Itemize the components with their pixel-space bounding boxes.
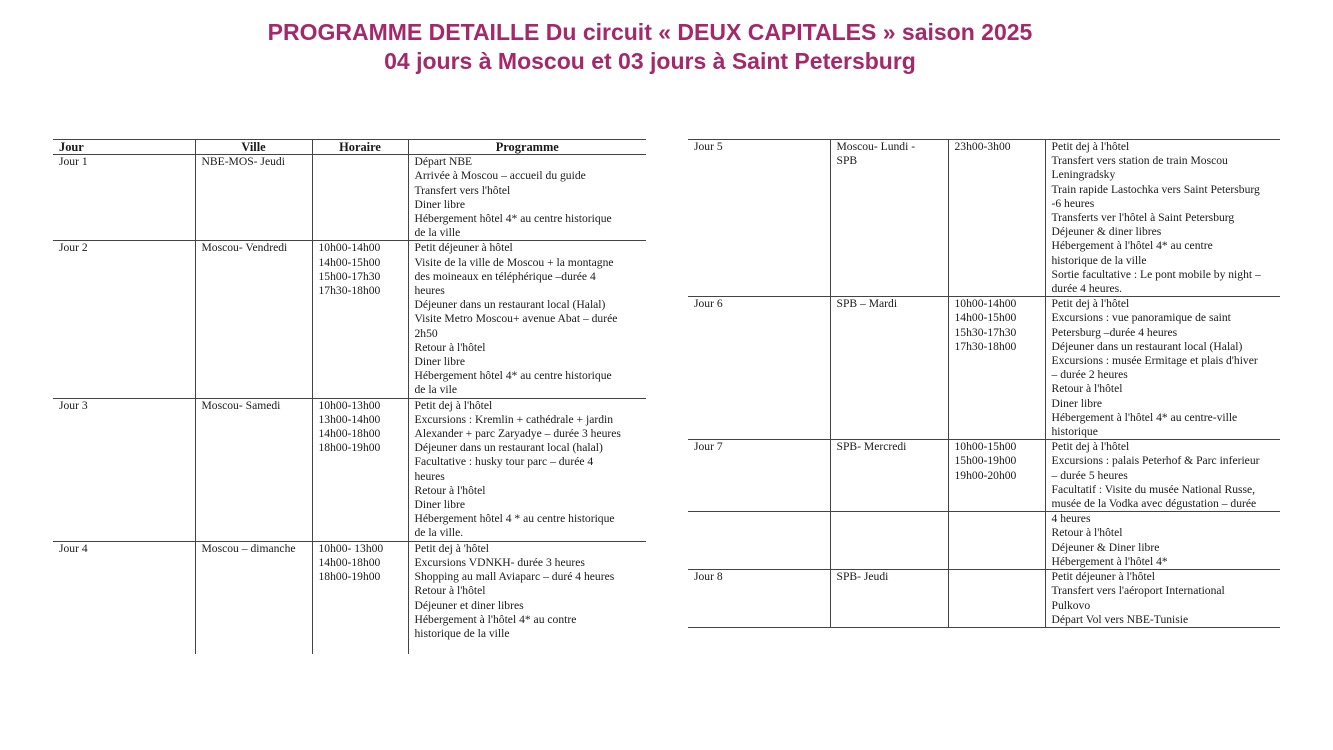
programme-line: Hébergement hôtel 4* au centre historique — [414, 212, 612, 226]
day-row — [53, 398, 646, 541]
schedule-times-cell — [312, 241, 408, 398]
schedule-times-line: 17h30-18h00 — [954, 339, 1017, 353]
city-line: Moscou- Lundi - — [836, 140, 916, 153]
programme-line: Petersburg –durée 4 heures — [1051, 325, 1178, 339]
programme-line: 4 heures — [1051, 512, 1091, 526]
programme-line: Petit dej à l'hôtel — [1051, 440, 1130, 454]
day-cell — [53, 398, 195, 541]
programme-line: musée de la Vodka avec dégustation – durée — [1051, 497, 1257, 511]
programme-line: Hébergement à l'hôtel 4* — [1051, 554, 1168, 568]
programme-line: Transferts ver l'hôtel à Saint Petersburg — [1051, 211, 1235, 225]
schedule-times-cell — [948, 440, 1045, 512]
day-label: Jour 3 — [59, 398, 88, 412]
programme-line: Hébergement à l'hôtel 4* au contre — [414, 612, 577, 626]
programme-line: Excursions : palais Peterhof & Parc inferieur — [1051, 454, 1260, 468]
programme-line: Arrivée à Moscou – accueil du guide — [414, 169, 586, 183]
schedule-times-cell — [312, 398, 408, 541]
programme-line: Déjeuner & Diner libre — [1051, 540, 1160, 554]
programme-line: Excursions : vue panoramique de saint — [1051, 311, 1231, 325]
programme-cell — [408, 241, 646, 398]
schedule-times-line: 13h00-14h00 — [318, 412, 381, 426]
programme-line: Hébergement à l'hôtel 4* au centre-ville — [1051, 410, 1238, 424]
programme-line: des moineaux en téléphérique –durée 4 — [414, 269, 596, 283]
programme-line: Diner libre — [414, 355, 466, 369]
schedule-times-cell — [312, 155, 408, 241]
programme-line: Leningradsky — [1051, 168, 1116, 182]
day-cell — [688, 140, 830, 297]
day-cell — [688, 512, 830, 570]
schedule-times-line: 10h00-13h00 — [318, 398, 381, 412]
programme-line: Retour à l'hôtel — [1051, 382, 1123, 396]
programme-line: heures — [414, 469, 445, 483]
city-line: SPB — [836, 154, 858, 168]
title-line-2: 04 jours à Moscou et 03 jours à Saint Petersburg — [384, 48, 916, 74]
schedule-times-cell — [948, 297, 1045, 440]
programme-line: Diner libre — [414, 498, 466, 512]
programme-line: Déjeuner & diner libres — [1051, 225, 1162, 239]
programme-line: -6 heures — [1051, 196, 1095, 210]
schedule-times-line: 10h00-14h00 — [954, 297, 1017, 311]
day-row — [688, 440, 1280, 512]
schedule-times-cell — [312, 541, 408, 654]
title-line-1: PROGRAMME DETAILLE Du circuit « DEUX CAPITALES » saison 2025 — [267, 19, 1033, 45]
schedule-times-line: 18h00-19h00 — [318, 441, 381, 455]
programme-cell — [408, 541, 646, 654]
city-line: SPB- Mercredi — [836, 440, 907, 454]
day-label: Jour 7 — [694, 440, 723, 454]
programme-line: Petit déjeuner à hôtel — [414, 241, 513, 255]
programme-line: Départ NBE — [414, 155, 473, 169]
day-row — [688, 140, 1280, 297]
day-row — [688, 512, 1280, 570]
programme-line: Transfert vers l'aéroport International — [1051, 584, 1225, 598]
day-label: Jour 6 — [694, 297, 723, 311]
programme-line: durée 4 heures. — [1051, 282, 1122, 296]
programme-line: 2h50 — [414, 326, 438, 340]
schedule-times-line: 10h00-14h00 — [318, 241, 381, 255]
programme-line: Petit dej à l'hôtel — [1051, 140, 1130, 153]
programme-line: Facultatif : Visite du musée National Russe, — [1051, 482, 1256, 496]
schedule-times-line: 15h00-17h30 — [318, 269, 381, 283]
programme-cell — [408, 155, 646, 241]
city-cell — [830, 440, 948, 512]
day-label: Jour 1 — [59, 155, 88, 169]
programme-line: heures — [414, 284, 445, 298]
programme-line: de la ville. — [414, 526, 464, 540]
city-line: SPB – Mardi — [836, 297, 898, 311]
programme-cell — [1045, 512, 1280, 570]
programme-line: Excursions VDNKH- durée 3 heures — [414, 555, 585, 569]
schedule-times-cell — [948, 140, 1045, 297]
day-row — [53, 241, 646, 398]
programme-cell — [1045, 570, 1280, 628]
schedule-times-line: 10h00- 13h00 — [318, 541, 384, 555]
day-label: Jour 4 — [59, 541, 88, 555]
schedule-times-line: 14h00-18h00 — [318, 555, 381, 569]
schedule-times-cell — [948, 512, 1045, 570]
programme-line: Alexander + parc Zaryadye – durée 3 heures — [414, 427, 621, 441]
day-cell — [53, 155, 195, 241]
day-label: Jour 2 — [59, 241, 88, 255]
programme-line: Retour à l'hôtel — [1051, 526, 1123, 540]
city-cell — [195, 155, 312, 241]
city-line: Moscou – dimanche — [201, 541, 296, 555]
programme-line: Train rapide Lastochka vers Saint Petersburg — [1051, 182, 1260, 196]
programme-line: Excursions : musée Ermitage et plais d'hiver — [1051, 354, 1258, 368]
programme-line: Petit dej à l'hôtel — [1051, 297, 1130, 311]
day-row — [53, 155, 646, 241]
programme-line: Excursions : Kremlin + cathédrale + jardin — [414, 412, 614, 426]
day-cell — [688, 297, 830, 440]
city-cell — [195, 541, 312, 654]
programme-line: Facultative : husky tour parc – durée 4 — [414, 455, 594, 469]
schedule-times-line: 23h00-3h00 — [954, 140, 1011, 153]
schedule-times-line: 17h30-18h00 — [318, 284, 381, 298]
day-cell — [688, 440, 830, 512]
programme-line: Diner libre — [1051, 396, 1103, 410]
programme-line: de la vile — [414, 383, 457, 397]
city-cell — [830, 570, 948, 628]
programme-line: de la ville — [414, 226, 461, 240]
schedule-times-line: 19h00-20h00 — [954, 468, 1017, 482]
city-cell — [830, 512, 948, 570]
programme-cell — [1045, 140, 1280, 297]
programme-line: – durée 5 heures — [1051, 468, 1128, 482]
schedule-times-line: 10h00-15h00 — [954, 440, 1017, 454]
day-label: Jour 8 — [694, 570, 723, 584]
header-ville: Ville — [195, 140, 312, 155]
city-cell — [830, 297, 948, 440]
header-horaire: Horaire — [312, 140, 408, 155]
programme-line: historique de la ville — [414, 626, 510, 640]
programme-line: historique — [1051, 425, 1098, 439]
header-programme: Programme — [408, 140, 646, 155]
programme-line: Retour à l'hôtel — [414, 483, 486, 497]
programme-line: Transfert vers l'hôtel — [414, 183, 511, 197]
day-cell — [53, 241, 195, 398]
city-cell — [830, 140, 948, 297]
schedule-times-line: 15h30-17h30 — [954, 325, 1017, 339]
page-title — [0, 18, 1300, 76]
header-jour: Jour — [53, 140, 195, 155]
city-line: NBE-MOS- Jeudi — [201, 155, 285, 169]
programme-line: Déjeuner dans un restaurant local (Halal) — [1051, 339, 1243, 353]
programme-line: Pulkovo — [1051, 598, 1091, 612]
programme-cell — [1045, 297, 1280, 440]
programme-line: Retour à l'hôtel — [414, 584, 486, 598]
programme-line: Déjeuner dans un restaurant local (Halal) — [414, 298, 606, 312]
schedule-times-line: 14h00-15h00 — [318, 255, 381, 269]
day-cell — [688, 570, 830, 628]
programme-line: Petit déjeuner à l'hôtel — [1051, 570, 1156, 584]
programme-line: Hébergement hôtel 4 * au centre historique — [414, 512, 615, 526]
programme-line: Petit dej à 'hôtel — [414, 541, 490, 555]
programme-line: Diner libre — [414, 197, 466, 211]
schedule-times-line: 14h00-15h00 — [954, 311, 1017, 325]
programme-line: Visite de la ville de Moscou + la montagne — [414, 255, 614, 269]
programme-line: Déjeuner dans un restaurant local (halal) — [414, 441, 603, 455]
table-header-row — [53, 140, 646, 155]
programme-line: Retour à l'hôtel — [414, 340, 486, 354]
programme-line: historique de la ville — [1051, 253, 1147, 267]
day-row — [53, 541, 646, 654]
day-cell — [53, 541, 195, 654]
city-line: Moscou- Samedi — [201, 398, 281, 412]
city-line: SPB- Jeudi — [836, 570, 889, 584]
programme-line: Départ Vol vers NBE-Tunisie — [1051, 612, 1189, 626]
schedule-table-saint-petersburg — [688, 139, 1280, 628]
programme-line: Hébergement à l'hôtel 4* au centre — [1051, 239, 1213, 253]
programme-cell — [408, 398, 646, 541]
schedule-table-moscow — [53, 139, 646, 654]
programme-line: Hébergement hôtel 4* au centre historique — [414, 369, 612, 383]
schedule-times-line: 18h00-19h00 — [318, 570, 381, 584]
programme-line: Petit dej à l'hôtel — [414, 398, 493, 412]
schedule-times-line: 14h00-18h00 — [318, 427, 381, 441]
programme-line: Visite Metro Moscou+ avenue Abat – durée — [414, 312, 618, 326]
programme-line: Transfert vers station de train Moscou — [1051, 154, 1228, 168]
programme-line: Shopping au mall Aviaparc – duré 4 heures — [414, 570, 615, 584]
programme-line: Déjeuner et diner libres — [414, 598, 524, 612]
schedule-times-cell — [948, 570, 1045, 628]
day-row — [688, 297, 1280, 440]
city-cell — [195, 398, 312, 541]
programme-line: Sortie facultative : Le pont mobile by night – — [1051, 267, 1261, 281]
programme-cell — [1045, 440, 1280, 512]
programme-line: – durée 2 heures — [1051, 368, 1128, 382]
schedule-times-line: 15h00-19h00 — [954, 454, 1017, 468]
city-cell — [195, 241, 312, 398]
day-label: Jour 5 — [694, 140, 723, 153]
day-row — [688, 570, 1280, 628]
city-line: Moscou- Vendredi — [201, 241, 288, 255]
